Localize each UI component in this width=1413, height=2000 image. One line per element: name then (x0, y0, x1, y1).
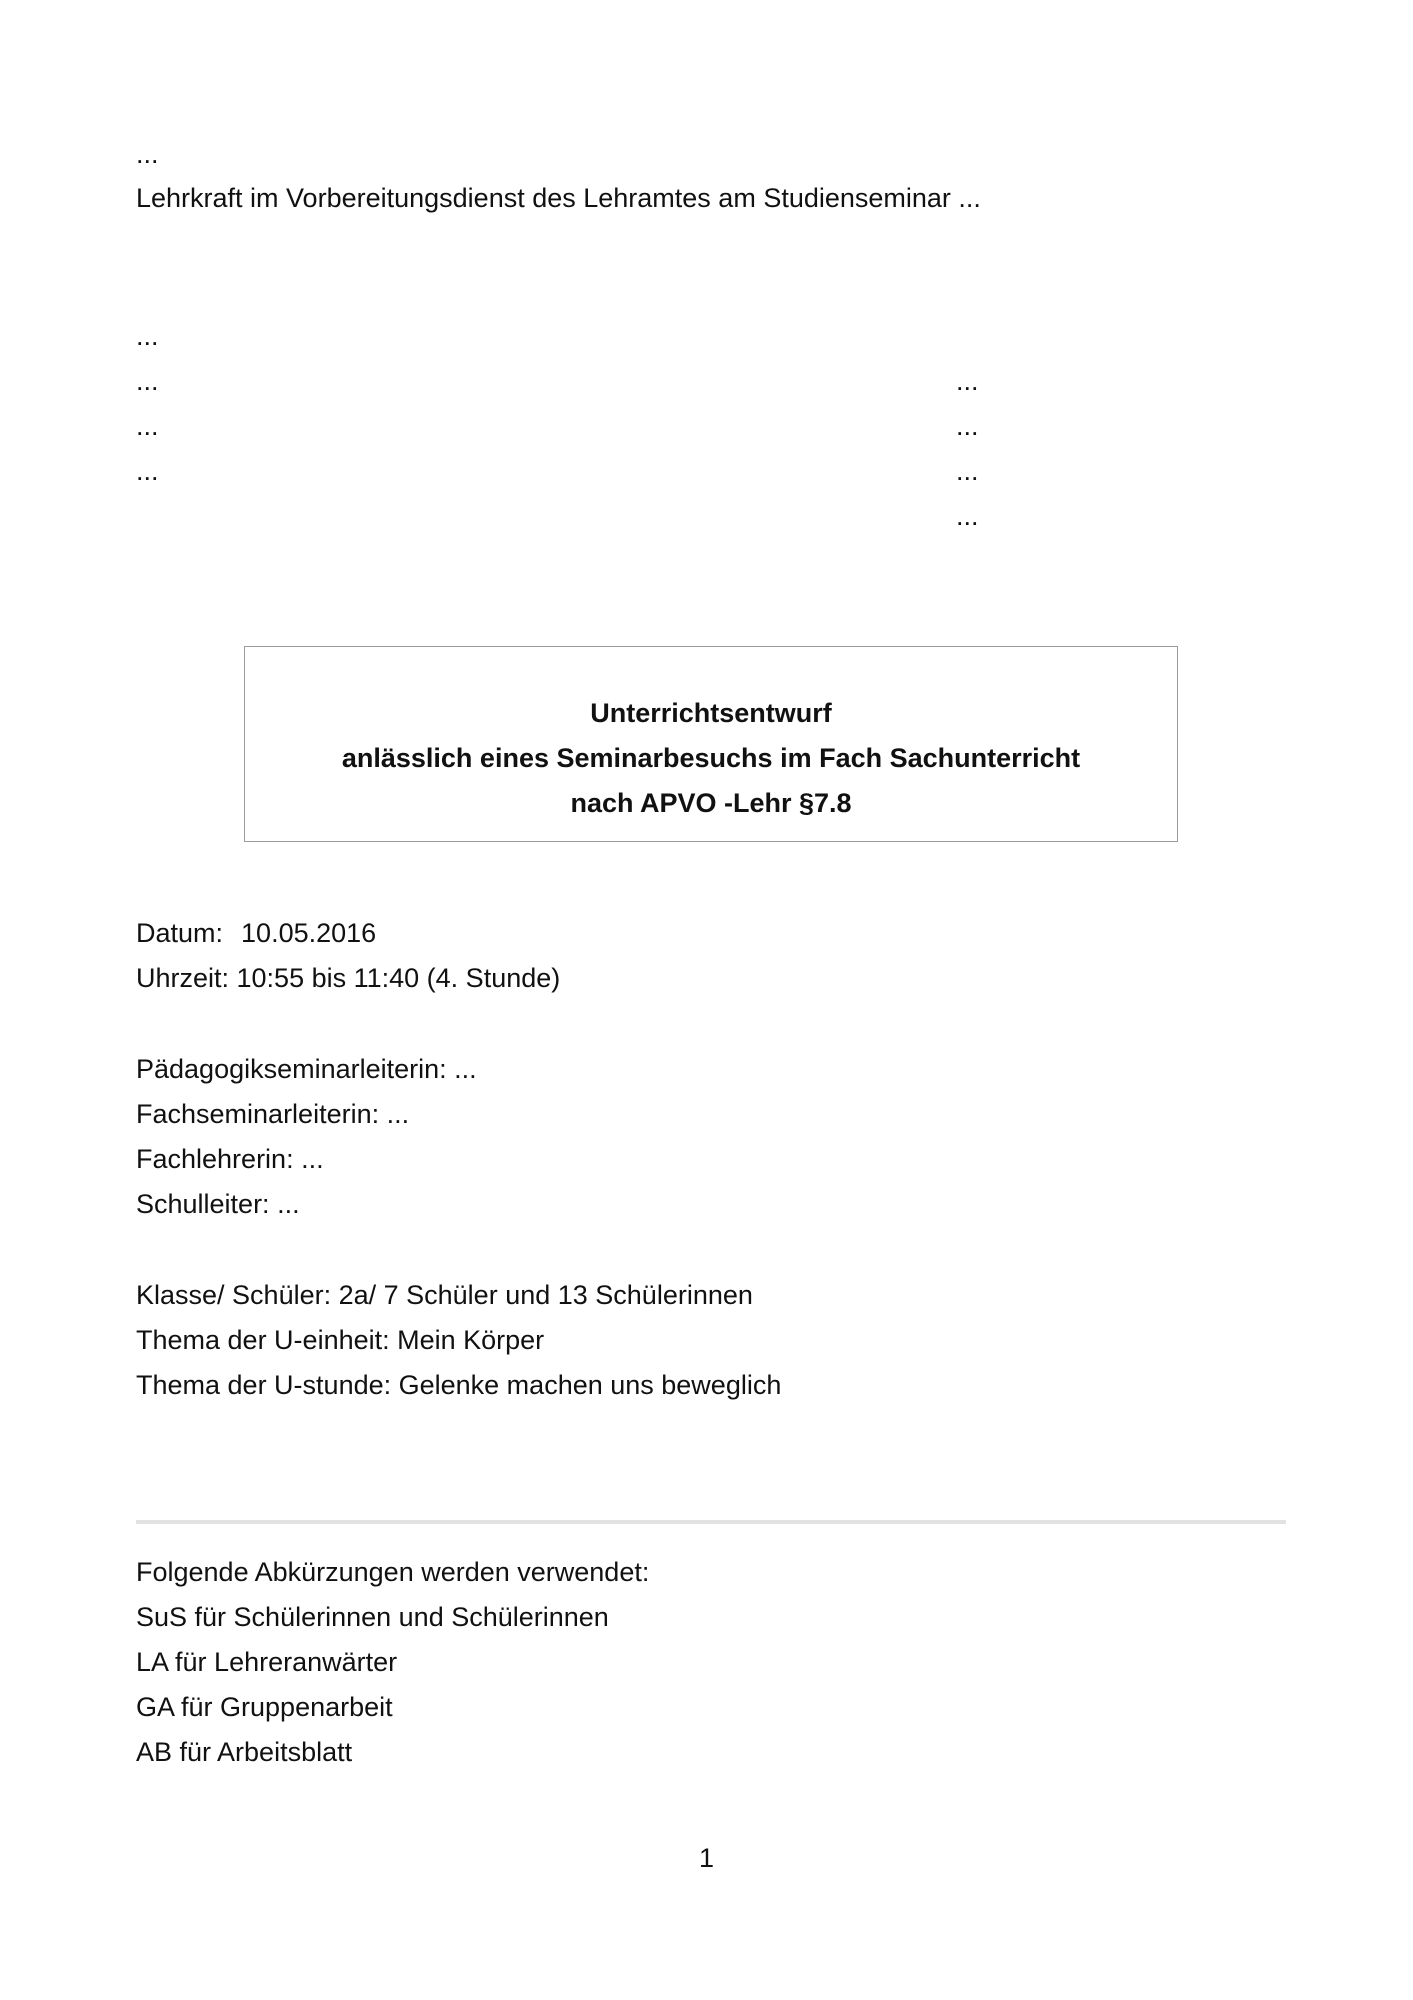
abbreviation-item: GA für Gruppenarbeit (136, 1692, 393, 1722)
time-line: Uhrzeit: 10:55 bis 11:40 (4. Stunde) (136, 963, 561, 993)
page-number: 1 (698, 1843, 715, 1873)
document-title: Unterrichtsentwurf (590, 698, 832, 728)
author-name: ... (136, 139, 159, 169)
abbreviation-item: AB für Arbeitsblatt (136, 1737, 353, 1767)
address-right-line-1: ... (956, 366, 979, 396)
address-left-line-2: ... (136, 366, 159, 396)
subject-teacher: Fachlehrerin: ... (136, 1144, 324, 1174)
title-box (244, 646, 1178, 842)
abbreviations-heading: Folgende Abkürzungen werden verwendet: (136, 1557, 650, 1587)
pedagogy-seminar-leader: Pädagogikseminarleiterin: ... (136, 1054, 477, 1084)
author-role: Lehrkraft im Vorbereitungsdienst des Lehramtes am Studienseminar ... (136, 183, 981, 213)
address-left-line-4: ... (136, 456, 159, 486)
section-divider (136, 1520, 1286, 1524)
subject-seminar-leader: Fachseminarleiterin: ... (136, 1099, 410, 1129)
date-value: 10.05.2016 (241, 918, 377, 948)
address-right-line-3: ... (956, 456, 979, 486)
abbreviation-item: SuS für Schülerinnen und Schülerinnen (136, 1602, 609, 1632)
address-left-line-3: ... (136, 411, 159, 441)
address-right-line-2: ... (956, 411, 979, 441)
address-right-line-4: ... (956, 501, 979, 531)
document-regulation: nach APVO -Lehr §7.8 (570, 788, 852, 818)
date-line (136, 917, 376, 949)
date-label: Datum: (136, 918, 224, 948)
class-info: Klasse/ Schüler: 2a/ 7 Schüler und 13 Schülerinnen (136, 1280, 753, 1310)
address-left-line-1: ... (136, 321, 159, 351)
abbreviation-item: LA für Lehreranwärter (136, 1647, 398, 1677)
lesson-topic: Thema der U-stunde: Gelenke machen uns beweglich (136, 1370, 782, 1400)
unit-topic: Thema der U-einheit: Mein Körper (136, 1325, 545, 1355)
principal: Schulleiter: ... (136, 1189, 300, 1219)
document-subtitle: anlässlich eines Seminarbesuchs im Fach Sachunterricht (341, 743, 1081, 773)
